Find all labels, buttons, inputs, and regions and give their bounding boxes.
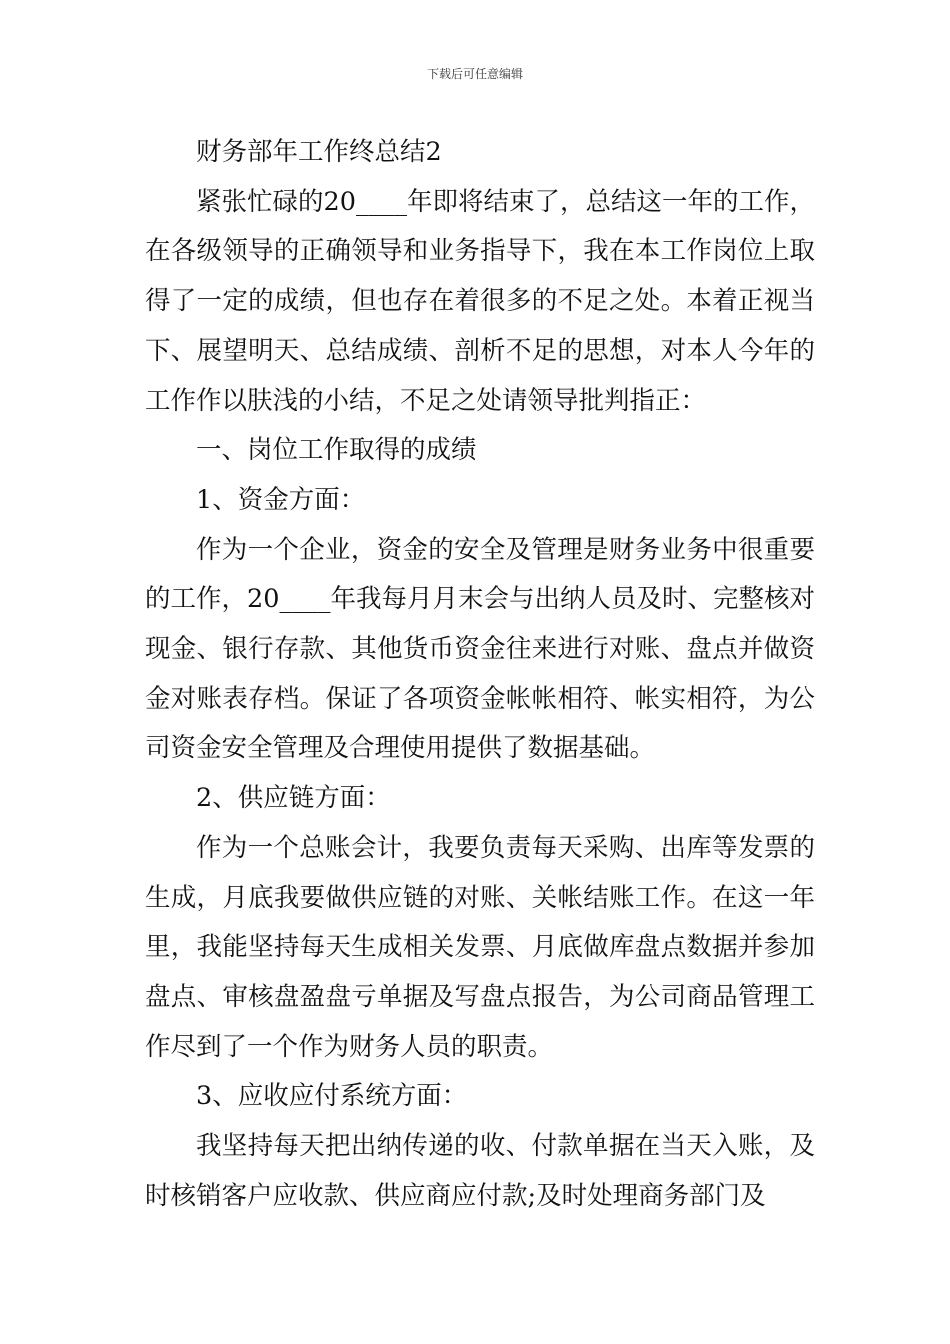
document-body: [145, 128, 815, 1221]
subheading-supply-chain: 2、供应链方面：: [196, 783, 391, 814]
document-title: 财务部年工作终总结2: [196, 137, 442, 167]
page-header-note: 下载后可任意编辑: [426, 67, 523, 81]
section-heading-achievements: 一、岗位工作取得的成绩: [196, 435, 477, 466]
supply-chain-paragraph: 作为一个总账会计，我要负责每天采购、出库等发票的生成，月底我要做供应链的对账、关帐结账工作。在这一年里，我能坚持每天生成相关发票、月底做库盘点数据并参加盘点、审核盘盈盘亏单据及写盘点报告，为公司商品管理工作尽到了一个作为财务人员的职责。: [145, 832, 815, 1062]
intro-paragraph: 紧张忙碌的20____年即将结束了，总结这一年的工作，在各级领导的正确领导和业务指导下，我在本工作岗位上取得了一定的成绩，但也存在着很多的不足之处。本着正视当下、展望明天、总结成绩、剖析不足的思想，对本人今年的工作作以肤浅的小结，不足之处请领导批判指正：: [145, 186, 815, 416]
funds-paragraph: 作为一个企业，资金的安全及管理是财务业务中很重要的工作，20____年我每月月末会与出纳人员及时、完整核对现金、银行存款、其他货币资金往来进行对账、盘点并做资金对账表存档。保证了各项资金帐帐相符、帐实相符，为公司资金安全管理及合理使用提供了数据基础。: [145, 534, 815, 764]
subheading-receivables-payables: 3、应收应付系统方面：: [196, 1081, 468, 1112]
subheading-funds: 1、资金方面：: [196, 484, 366, 515]
receivables-paragraph: 我坚持每天把出纳传递的收、付款单据在当天入账，及时核销客户应收款、供应商应付款;及时处理商务部门及: [145, 1131, 815, 1211]
